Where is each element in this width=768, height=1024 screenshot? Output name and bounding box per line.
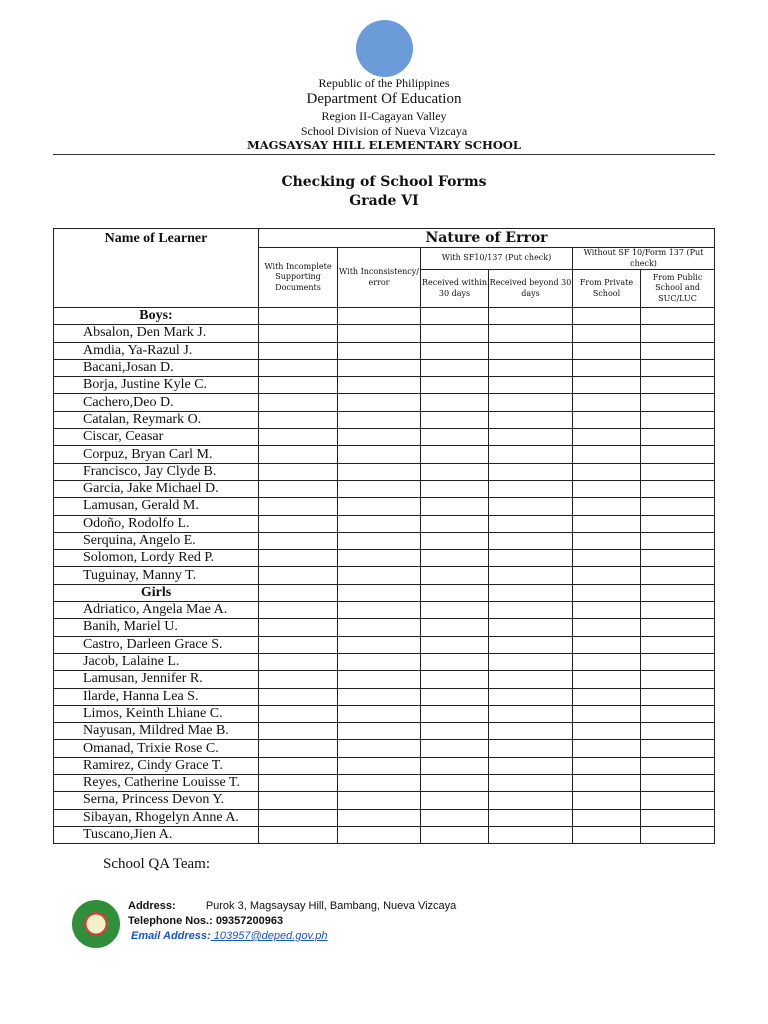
check-cell[interactable] xyxy=(338,463,421,480)
table-row xyxy=(54,602,715,619)
deped-seal-image xyxy=(356,20,413,77)
boy-learner-name: Catalan, Reymark O. xyxy=(54,411,259,428)
header-department: Department Of Education xyxy=(306,91,462,107)
table-row xyxy=(54,792,715,809)
table-row xyxy=(54,498,715,515)
check-cell[interactable] xyxy=(641,619,715,636)
grade-title: Grade VI xyxy=(349,193,419,209)
header-school-name: MAGSAYSAY HILL ELEMENTARY SCHOOL xyxy=(247,138,521,152)
check-cell[interactable] xyxy=(641,394,715,411)
check-cell[interactable] xyxy=(489,653,573,670)
check-cell[interactable] xyxy=(421,429,489,446)
check-cell[interactable] xyxy=(489,723,573,740)
check-cell[interactable] xyxy=(421,602,489,619)
table-row xyxy=(54,325,715,342)
check-cell[interactable] xyxy=(338,723,421,740)
header-division: School Division of Nueva Vizcaya xyxy=(300,124,468,138)
check-cell[interactable] xyxy=(573,619,641,636)
check-cell[interactable] xyxy=(259,498,338,515)
check-cell[interactable] xyxy=(573,325,641,342)
check-cell[interactable] xyxy=(573,429,641,446)
check-cell[interactable] xyxy=(573,775,641,792)
private-school-header: From Private School xyxy=(573,270,641,308)
table-row xyxy=(54,480,715,497)
boy-learner-name: Francisco, Jay Clyde B. xyxy=(54,463,259,480)
check-cell[interactable] xyxy=(641,429,715,446)
check-cell[interactable] xyxy=(641,740,715,757)
check-cell[interactable] xyxy=(421,359,489,376)
check-cell[interactable] xyxy=(421,688,489,705)
girl-learner-name: Nayusan, Mildred Mae B. xyxy=(54,723,259,740)
table-row xyxy=(54,359,715,376)
check-cell[interactable] xyxy=(641,463,715,480)
check-cell[interactable] xyxy=(259,325,338,342)
check-cell[interactable] xyxy=(421,532,489,549)
table-row xyxy=(54,394,715,411)
check-cell[interactable] xyxy=(573,602,641,619)
check-cell[interactable] xyxy=(338,446,421,463)
boy-learner-name: Corpuz, Bryan Carl M. xyxy=(54,446,259,463)
check-cell[interactable] xyxy=(259,602,338,619)
check-cell[interactable] xyxy=(421,740,489,757)
boy-learner-name: Odoño, Rodolfo L. xyxy=(54,515,259,532)
check-cell[interactable] xyxy=(641,515,715,532)
without-sf10-header: Without SF 10/Form 137 (Put check) xyxy=(573,248,715,270)
footer-phone xyxy=(128,915,283,927)
within-30-days-header: Received within 30 days xyxy=(421,270,489,308)
check-cell[interactable] xyxy=(338,359,421,376)
boy-learner-name: Lamusan, Gerald M. xyxy=(54,498,259,515)
check-cell[interactable] xyxy=(259,705,338,722)
check-cell[interactable] xyxy=(573,446,641,463)
check-cell[interactable] xyxy=(338,740,421,757)
check-cell[interactable] xyxy=(573,636,641,653)
girl-learner-name: Ramirez, Cindy Grace T. xyxy=(54,757,259,774)
check-cell[interactable] xyxy=(573,480,641,497)
nature-of-error-header: Nature of Error xyxy=(259,229,715,248)
check-cell[interactable] xyxy=(338,757,421,774)
footer-address xyxy=(128,900,456,912)
beyond-30-days-header: Received beyond 30 days xyxy=(489,270,573,308)
check-cell[interactable] xyxy=(338,429,421,446)
check-cell[interactable] xyxy=(573,671,641,688)
check-cell[interactable] xyxy=(489,342,573,359)
check-cell[interactable] xyxy=(573,359,641,376)
check-cell[interactable] xyxy=(338,325,421,342)
inconsistency-header: With Inconsistency/ error xyxy=(338,248,421,308)
check-cell[interactable] xyxy=(489,377,573,394)
address-value: Purok 3, Magsaysay Hill, Bambang, Nueva Vizcaya xyxy=(205,900,457,912)
check-cell[interactable] xyxy=(259,411,338,428)
check-cell[interactable] xyxy=(489,429,573,446)
name-of-learner-header: Name of Learner xyxy=(54,229,259,308)
check-cell[interactable] xyxy=(573,688,641,705)
check-cell[interactable] xyxy=(338,532,421,549)
public-school-header: From Public School and SUC/LUC xyxy=(641,270,715,308)
check-cell[interactable] xyxy=(489,359,573,376)
check-cell[interactable] xyxy=(641,446,715,463)
check-cell[interactable] xyxy=(489,636,573,653)
check-cell[interactable] xyxy=(641,826,715,843)
boy-learner-name: Absalon, Den Mark J. xyxy=(54,325,259,342)
table-row xyxy=(54,532,715,549)
check-cell[interactable] xyxy=(338,498,421,515)
check-cell[interactable] xyxy=(489,463,573,480)
school-forms-table xyxy=(53,228,715,844)
with-sf10-header: With SF10/137 (Put check) xyxy=(421,248,573,270)
table-row xyxy=(54,429,715,446)
check-cell[interactable] xyxy=(338,515,421,532)
check-cell[interactable] xyxy=(421,671,489,688)
header-region: Region II-Cagayan Valley xyxy=(321,109,447,123)
check-cell[interactable] xyxy=(489,567,573,584)
check-cell[interactable] xyxy=(489,619,573,636)
check-cell[interactable] xyxy=(641,602,715,619)
check-cell[interactable] xyxy=(338,394,421,411)
check-cell[interactable] xyxy=(259,740,338,757)
table-row xyxy=(54,446,715,463)
check-cell[interactable] xyxy=(641,636,715,653)
check-cell[interactable] xyxy=(641,757,715,774)
check-cell[interactable] xyxy=(641,325,715,342)
check-cell[interactable] xyxy=(489,498,573,515)
check-cell[interactable] xyxy=(573,342,641,359)
footer-email xyxy=(131,930,327,942)
check-cell[interactable] xyxy=(259,532,338,549)
check-cell[interactable] xyxy=(259,377,338,394)
check-cell[interactable] xyxy=(421,636,489,653)
check-cell[interactable] xyxy=(489,792,573,809)
check-cell[interactable] xyxy=(259,463,338,480)
check-cell[interactable] xyxy=(573,394,641,411)
check-cell[interactable] xyxy=(421,411,489,428)
qa-team-label: School QA Team: xyxy=(103,856,210,872)
check-cell[interactable] xyxy=(338,653,421,670)
check-cell[interactable] xyxy=(421,809,489,826)
table-row xyxy=(54,411,715,428)
check-cell[interactable] xyxy=(489,705,573,722)
check-cell[interactable] xyxy=(259,429,338,446)
check-cell[interactable] xyxy=(573,411,641,428)
check-cell[interactable] xyxy=(259,636,338,653)
boy-learner-name: Serquina, Angelo E. xyxy=(54,532,259,549)
address-label: Address: xyxy=(128,900,176,912)
table-row xyxy=(54,342,715,359)
boy-learner-name: Cachero,Deo D. xyxy=(54,394,259,411)
check-cell[interactable] xyxy=(259,515,338,532)
check-cell[interactable] xyxy=(421,515,489,532)
table-row xyxy=(54,636,715,653)
check-cell[interactable] xyxy=(259,775,338,792)
check-cell[interactable] xyxy=(489,532,573,549)
check-cell[interactable] xyxy=(259,809,338,826)
check-cell[interactable] xyxy=(489,775,573,792)
check-cell[interactable] xyxy=(338,826,421,843)
check-cell[interactable] xyxy=(421,394,489,411)
table-row xyxy=(54,775,715,792)
check-cell[interactable] xyxy=(489,515,573,532)
check-cell[interactable] xyxy=(421,705,489,722)
check-cell[interactable] xyxy=(573,532,641,549)
table-row xyxy=(54,705,715,722)
boy-learner-name: Garcia, Jake Michael D. xyxy=(54,480,259,497)
check-cell[interactable] xyxy=(489,446,573,463)
check-cell[interactable] xyxy=(641,550,715,567)
check-cell[interactable] xyxy=(573,792,641,809)
check-cell[interactable] xyxy=(573,809,641,826)
check-cell[interactable] xyxy=(573,463,641,480)
check-cell[interactable] xyxy=(421,653,489,670)
check-cell[interactable] xyxy=(573,740,641,757)
check-cell[interactable] xyxy=(573,705,641,722)
email-label: Email Address: xyxy=(131,930,211,942)
boy-learner-name: Borja, Justine Kyle C. xyxy=(54,377,259,394)
check-cell[interactable] xyxy=(489,826,573,843)
check-cell[interactable] xyxy=(641,342,715,359)
check-cell[interactable] xyxy=(489,688,573,705)
check-cell[interactable] xyxy=(259,619,338,636)
check-cell[interactable] xyxy=(259,653,338,670)
check-cell[interactable] xyxy=(259,394,338,411)
girls-group-label: Girls xyxy=(54,584,259,601)
incomplete-docs-header: With Incomplete Supporting Documents xyxy=(259,248,338,308)
check-cell[interactable] xyxy=(573,826,641,843)
check-cell[interactable] xyxy=(338,411,421,428)
phone-label: Telephone Nos.: xyxy=(128,915,213,927)
girl-learner-name: Jacob, Lalaine L. xyxy=(54,653,259,670)
check-cell[interactable] xyxy=(421,619,489,636)
table-row xyxy=(54,688,715,705)
check-cell[interactable] xyxy=(641,567,715,584)
check-cell[interactable] xyxy=(489,740,573,757)
table-row xyxy=(54,463,715,480)
check-cell[interactable] xyxy=(573,498,641,515)
check-cell[interactable] xyxy=(641,809,715,826)
check-cell[interactable] xyxy=(489,602,573,619)
check-cell[interactable] xyxy=(641,723,715,740)
girl-learner-name: Ilarde, Hanna Lea S. xyxy=(54,688,259,705)
check-cell[interactable] xyxy=(489,325,573,342)
check-cell[interactable] xyxy=(259,567,338,584)
check-cell[interactable] xyxy=(259,671,338,688)
table-row xyxy=(54,567,715,584)
check-cell[interactable] xyxy=(641,653,715,670)
check-cell[interactable] xyxy=(338,377,421,394)
check-cell[interactable] xyxy=(421,757,489,774)
check-cell[interactable] xyxy=(641,359,715,376)
table-row xyxy=(54,653,715,670)
check-cell[interactable] xyxy=(338,550,421,567)
table-row xyxy=(54,515,715,532)
check-cell[interactable] xyxy=(421,792,489,809)
check-cell[interactable] xyxy=(338,809,421,826)
check-cell[interactable] xyxy=(421,826,489,843)
check-cell[interactable] xyxy=(641,498,715,515)
boy-learner-name: Solomon, Lordy Red P. xyxy=(54,550,259,567)
girl-learner-name: Lamusan, Jennifer R. xyxy=(54,671,259,688)
check-cell[interactable] xyxy=(489,671,573,688)
check-cell[interactable] xyxy=(421,550,489,567)
boy-learner-name: Amdia, Ya-Razul J. xyxy=(54,342,259,359)
check-cell[interactable] xyxy=(641,792,715,809)
girl-learner-name: Reyes, Catherine Louisse T. xyxy=(54,775,259,792)
check-cell[interactable] xyxy=(641,532,715,549)
girl-learner-name: Sibayan, Rhogelyn Anne A. xyxy=(54,809,259,826)
table-row xyxy=(54,377,715,394)
check-cell[interactable] xyxy=(338,567,421,584)
school-logo-image xyxy=(72,900,120,948)
table-row xyxy=(54,550,715,567)
check-cell[interactable] xyxy=(489,480,573,497)
girl-learner-name: Omanad, Trixie Rose C. xyxy=(54,740,259,757)
boy-learner-name: Bacani,Josan D. xyxy=(54,359,259,376)
check-cell[interactable] xyxy=(421,498,489,515)
check-cell[interactable] xyxy=(573,757,641,774)
check-cell[interactable] xyxy=(259,723,338,740)
check-cell[interactable] xyxy=(259,480,338,497)
check-cell[interactable] xyxy=(338,705,421,722)
phone-value: 09357200963 xyxy=(215,915,284,927)
table-row xyxy=(54,757,715,774)
check-cell[interactable] xyxy=(338,619,421,636)
check-cell[interactable] xyxy=(489,550,573,567)
check-cell[interactable] xyxy=(338,602,421,619)
check-cell[interactable] xyxy=(338,688,421,705)
check-cell[interactable] xyxy=(421,325,489,342)
check-cell[interactable] xyxy=(421,342,489,359)
table-row xyxy=(54,671,715,688)
check-cell[interactable] xyxy=(421,567,489,584)
boys-group-label: Boys: xyxy=(54,308,259,325)
header-divider xyxy=(53,154,715,155)
check-cell[interactable] xyxy=(573,515,641,532)
check-cell[interactable] xyxy=(641,688,715,705)
girl-learner-name: Limos, Keinth Lhiane C. xyxy=(54,705,259,722)
check-cell[interactable] xyxy=(489,411,573,428)
check-cell[interactable] xyxy=(641,377,715,394)
girl-learner-name: Serna, Princess Devon Y. xyxy=(54,792,259,809)
check-cell[interactable] xyxy=(573,567,641,584)
check-cell[interactable] xyxy=(641,775,715,792)
check-cell[interactable] xyxy=(421,463,489,480)
check-cell[interactable] xyxy=(573,723,641,740)
check-cell[interactable] xyxy=(259,342,338,359)
check-cell[interactable] xyxy=(338,671,421,688)
check-cell[interactable] xyxy=(489,757,573,774)
girl-learner-name: Banih, Mariel U. xyxy=(54,619,259,636)
check-cell[interactable] xyxy=(489,394,573,411)
check-cell[interactable] xyxy=(573,550,641,567)
boy-learner-name: Ciscar, Ceasar xyxy=(54,429,259,446)
boy-learner-name: Tuguinay, Manny T. xyxy=(54,567,259,584)
table-row xyxy=(54,809,715,826)
check-cell[interactable] xyxy=(421,480,489,497)
check-cell[interactable] xyxy=(573,377,641,394)
check-cell[interactable] xyxy=(259,688,338,705)
check-cell[interactable] xyxy=(259,359,338,376)
check-cell[interactable] xyxy=(338,480,421,497)
check-cell[interactable] xyxy=(338,636,421,653)
check-cell[interactable] xyxy=(421,446,489,463)
check-cell[interactable] xyxy=(259,550,338,567)
check-cell[interactable] xyxy=(641,480,715,497)
check-cell[interactable] xyxy=(259,446,338,463)
girl-learner-name: Tuscano,Jien A. xyxy=(54,826,259,843)
table-row xyxy=(54,723,715,740)
table-row xyxy=(54,826,715,843)
page-title: Checking of School Forms xyxy=(281,174,487,190)
check-cell[interactable] xyxy=(573,653,641,670)
table-row xyxy=(54,619,715,636)
girl-learner-name: Castro, Darleen Grace S. xyxy=(54,636,259,653)
check-cell[interactable] xyxy=(259,792,338,809)
check-cell[interactable] xyxy=(338,775,421,792)
check-cell[interactable] xyxy=(641,411,715,428)
check-cell[interactable] xyxy=(421,775,489,792)
header-republic: Republic of the Philippines xyxy=(318,76,450,90)
table-row xyxy=(54,740,715,757)
check-cell[interactable] xyxy=(641,705,715,722)
email-link[interactable]: 103957@deped.gov.ph xyxy=(210,930,328,942)
check-cell[interactable] xyxy=(421,723,489,740)
check-cell[interactable] xyxy=(338,792,421,809)
check-cell[interactable] xyxy=(641,671,715,688)
check-cell[interactable] xyxy=(259,826,338,843)
check-cell[interactable] xyxy=(421,377,489,394)
check-cell[interactable] xyxy=(259,757,338,774)
girl-learner-name: Adriatico, Angela Mae A. xyxy=(54,602,259,619)
check-cell[interactable] xyxy=(338,342,421,359)
check-cell[interactable] xyxy=(489,809,573,826)
